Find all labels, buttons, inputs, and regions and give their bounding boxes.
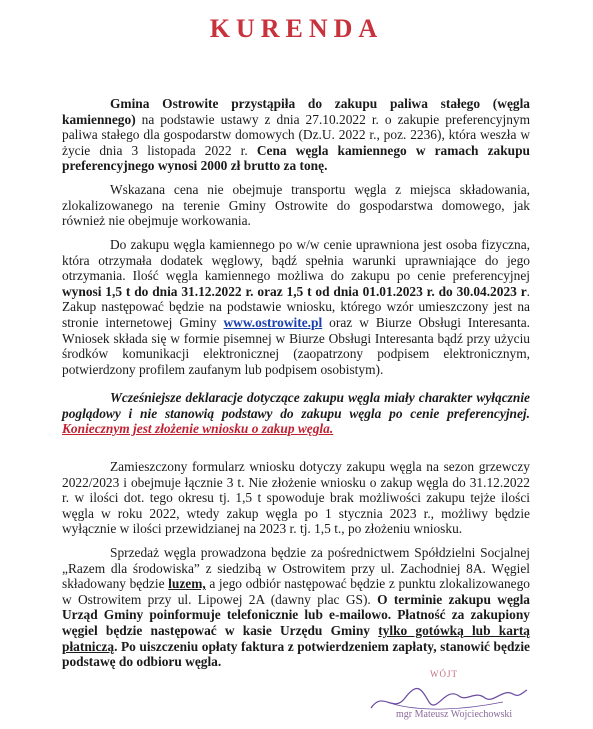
paragraph-intro — [62, 96, 530, 174]
paragraph-transport — [62, 182, 530, 229]
document-title: KURENDA — [209, 14, 384, 43]
notice-required: Koniecznym jest złożenie wniosku o zakup węgla. — [62, 421, 334, 437]
signature-title: WÓJT — [430, 669, 458, 679]
form-text: Zamieszczony formularz wniosku dotyczy zakupu węgla na sezon grzewczy 2022/2023 i obejmuje łącznie 3 t. Nie złożenie wniosku o zakup węgla do 31.12.2022 r. w ilości dot. tego okresu tj. 1,5 t spowoduje brak możliwości zakupu tejże ilości węgla w roku 2022, wtedy zakup węgla po 1 stycznia 2023 r., możliwy będzie wyłącznie w ilości przewidzianej na 2023 r. tj. 1,5 t., po złożeniu wniosku. — [62, 459, 530, 537]
website-link[interactable]: www.ostrowite.pl — [223, 314, 323, 330]
sales-payment-end: . Po uiszczeniu opłaty faktura z potwierdzeniem zapłaty, stanowić będzie podstawę do odbioru węgla. — [62, 638, 530, 670]
notice-text: Wcześniejsze deklaracje dotyczące zakupu węgla miały charakter wyłącznie poglądowy i nie stanowią podstawy do zakupu węgla po cenie preferencyjnej. — [62, 390, 530, 421]
sales-text: Sprzedaż węgla prowadzona będzie za pośrednictwem Spółdzielni Socjalnej „Razem dla środowiska” z siedzibą w Ostrowitem przy ul. Zachodniej 8A. Węgiel składowany będzie — [62, 545, 530, 592]
transport-text: Wskazana cena nie obejmuje transportu węgla z miejsca składowania, zlokalizowanego na terenie Gminy Ostrowite do gospodarstwa domowego, jak również nie obejmuje workowania. — [62, 182, 530, 229]
eligibility-text-3: oraz w Biurze Obsługi Interesanta. Wniosek składa się w formie pisemnej w Biurze Obsługi Interesanta bądź przy użyciu środków komunikacji elektronicznej (zaopatrzony podpisem elektronicznym, potwierdzony profilem zaufanym lub podpisem osobistym). — [62, 314, 530, 377]
sales-payment: O terminie zakupu węgla Urząd Gminy poinformuje telefonicznie lub e-mailowo. Płatność za zakupiony węgiel będzie następować w kasie Urzędu Gminy — [62, 591, 530, 638]
eligibility-text-2: . Zakup następować będzie na podstawie wniosku, którego wzór umieszczony jest na stronie internetowej Gminy — [62, 283, 530, 330]
paragraph-eligibility — [62, 237, 530, 377]
intro-price: Cena węgla kamiennego w ramach zakupu preferencyjnego wynosi 2000 zł brutto za tonę. — [62, 142, 530, 174]
sales-luzem: luzem, — [168, 576, 206, 592]
sales-payment-method: tylko gotówką lub kartą płatniczą — [62, 622, 531, 654]
paragraph-notice — [62, 390, 530, 437]
eligibility-limits: wynosi 1,5 t do dnia 31.12.2022 r. oraz 1,5 t od dnia 01.01.2023 r. do 30.04.2023 r — [62, 283, 527, 299]
sales-text-2: a jego odbiór następować będzie z punktu zlokalizowanego w Ostrowitem przy ul. Lipowej 2A (dawny plac GS). — [62, 576, 530, 607]
signature-name: mgr Mateusz Wojciechowski — [396, 709, 513, 720]
eligibility-text: Do zakupu węgla kamiennego po w/w cenie uprawniona jest osoba fizyczna, która otrzymała dodatek węglowy, bądź spełnia warunki uprawniające do jego otrzymania. Ilość węgla kamiennego możliwa do zakupu po cenie preferencyjnej — [62, 237, 530, 284]
paragraph-form — [62, 459, 530, 537]
intro-body: na podstawie ustawy z dnia 27.10.2022 r. o zakupie preferencyjnym paliwa stałego dla gospodarstw domowych (Dz.U. 2022 r., poz. 2236), która weszła w życie dnia 3 listopada 2022 r. — [62, 111, 530, 158]
intro-lead: Gmina Ostrowite przystąpiła do zakupu paliwa stałego (węgla kamiennego) — [62, 96, 530, 127]
paragraph-sales — [62, 545, 530, 670]
